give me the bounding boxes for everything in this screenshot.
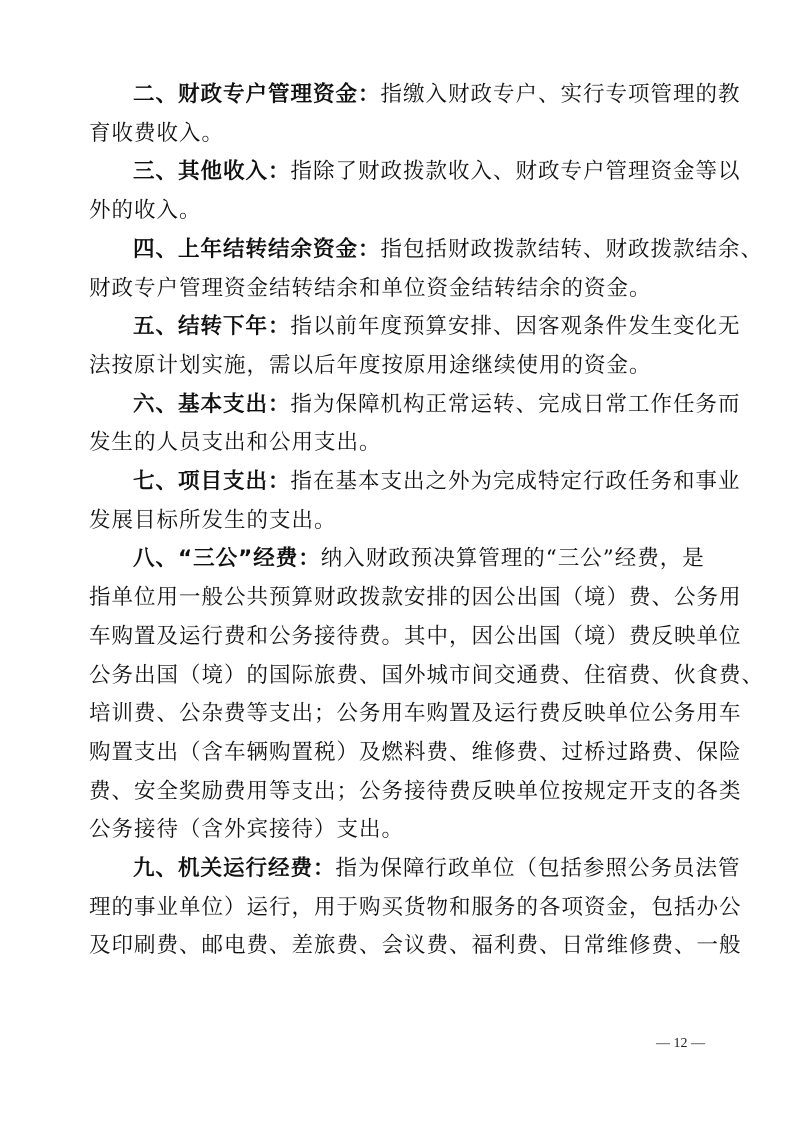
paragraph-text-line: 指缴入财政专户、实行专项管理的教 — [380, 82, 741, 107]
paragraph-text-line: 指为保障机构正常运转、完成日常工作任务而 — [290, 391, 741, 417]
page-number: — 12 — — [656, 1036, 705, 1051]
paragraph-text-line: 指在基本支出之外为完成特定行政任务和事业 — [290, 469, 741, 495]
paragraph-text-line: 培训费、公杂费等支出；公务用车购置及运行费反映单位公务用车 — [89, 701, 742, 727]
paragraph-project-expenditure — [89, 463, 741, 540]
paragraph-carryover-next-year — [89, 308, 741, 385]
paragraph-text-line: 发展目标所发生的支出。 — [89, 507, 337, 533]
paragraph-text-line: 法按原计划实施，需以后年度按原用途继续使用的资金。 — [89, 352, 652, 378]
paragraph-term: 二、财政专户管理资金： — [133, 82, 381, 107]
document-body — [89, 76, 765, 966]
paragraph-text-line: 公务出国（境）的国际旅费、国外城市间交通费、住宿费、伙食费、 — [89, 662, 765, 688]
paragraph-text-line: 费、安全奖励费用等支出；公务接待费反映单位按规定开支的各类 — [89, 778, 742, 804]
paragraph-term: 六、基本支出： — [133, 391, 291, 417]
paragraph-text-line: 及印刷费、邮电费、差旅费、会议费、福利费、日常维修费、一般 — [89, 933, 742, 959]
paragraph-term: 三、其他收入： — [133, 159, 291, 185]
paragraph-term: 九、机关运行经费： — [133, 856, 336, 882]
paragraph-text-line: 育收费收入。 — [89, 120, 225, 146]
paragraph-term: 七、项目支出： — [133, 469, 291, 495]
paragraph-text-line: 公务接待（含外宾接待）支出。 — [89, 817, 405, 843]
paragraph-text-line: 财政专户管理资金结转结余和单位资金结转结余的资金。 — [89, 275, 652, 301]
paragraph-three-public-expenses — [89, 540, 765, 850]
paragraph-term: 八、“三公”经费： — [133, 546, 321, 572]
paragraph-term: 五、结转下年： — [133, 314, 291, 340]
paragraph-text-line: 指以前年度预算安排、因客观条件发生变化无 — [290, 314, 741, 340]
paragraph-term: 四、上年结转结余资金： — [133, 236, 381, 262]
paragraph-agency-operating-expenses — [89, 850, 742, 966]
paragraph-prior-year-carryover — [89, 231, 764, 308]
paragraph-text-line: 指为保障行政单位（包括参照公务员法管 — [335, 856, 741, 882]
paragraph-text-line: 购置支出（含车辆购置税）及燃料费、维修费、过桥过路费、保险 — [89, 739, 742, 765]
paragraph-text-line: 指除了财政拨款收入、财政专户管理资金等以 — [290, 159, 741, 185]
paragraph-text-line: 指单位用一般公共预算财政拨款安排的因公出国（境）费、公务用 — [89, 585, 742, 611]
paragraph-text-line: 理的事业单位）运行，用于购买货物和服务的各项资金，包括办公 — [89, 894, 742, 920]
paragraph-text-line: 纳入财政预决算管理的“三公”经费，是 — [320, 546, 705, 572]
paragraph-text-line: 发生的人员支出和公用支出。 — [89, 430, 382, 456]
paragraph-financial-special-account-funds — [89, 76, 741, 153]
paragraph-text-line: 车购置及运行费和公务接待费。其中，因公出国（境）费反映单位 — [89, 623, 742, 649]
paragraph-other-income — [89, 153, 741, 230]
paragraph-text-line: 指包括财政拨款结转、财政拨款结余、 — [380, 236, 764, 262]
paragraph-basic-expenditure — [89, 386, 741, 463]
paragraph-text-line: 外的收入。 — [89, 198, 202, 224]
